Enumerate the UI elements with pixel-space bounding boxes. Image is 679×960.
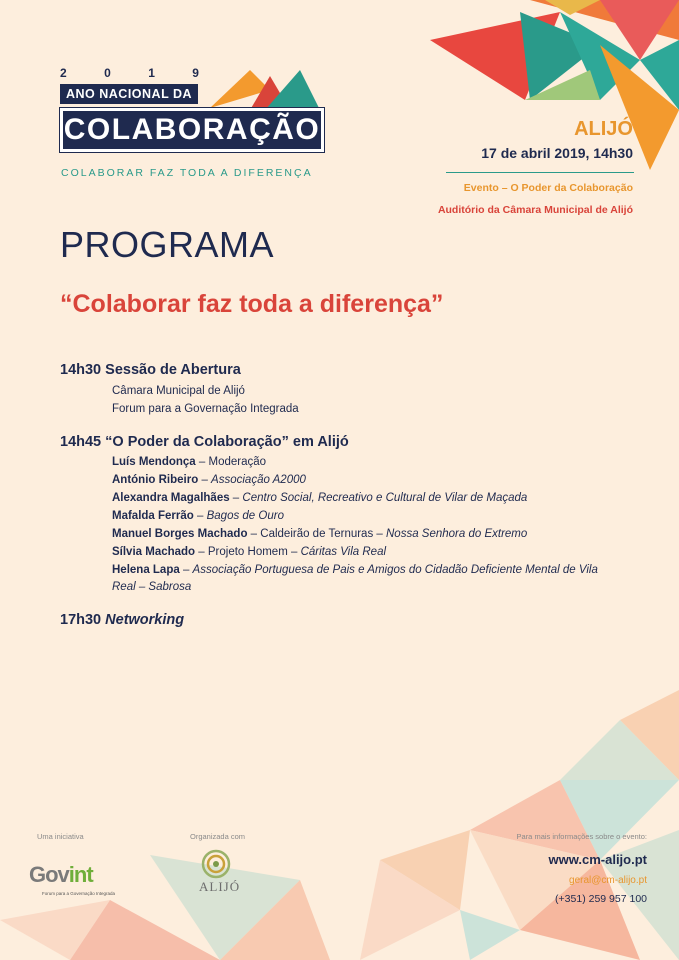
program-quote: “Colaborar faz toda a diferença” <box>60 290 444 318</box>
speaker-role: Moderação <box>208 456 267 468</box>
speaker-name: Helena Lapa <box>112 564 180 576</box>
info-label: Para mais informações sobre o evento: <box>516 832 647 841</box>
speaker-item <box>112 456 266 468</box>
speaker-org: Centro Social, Recreativo e Cultural de Vilar de Maçada <box>242 492 528 504</box>
speaker-item <box>112 492 527 504</box>
event-title: Evento – O Poder da Colaboração <box>463 182 633 194</box>
speaker-separator: – <box>195 456 209 468</box>
speaker-separator: – <box>193 510 207 522</box>
speaker-separator: – <box>247 528 261 540</box>
alijo-emblem-icon <box>198 848 234 880</box>
divider <box>446 172 634 173</box>
speaker-item <box>112 474 306 486</box>
website-link[interactable]: www.cm-alijo.pt <box>548 852 647 867</box>
logo-year-digit: 9 <box>192 66 200 80</box>
speaker-item <box>112 510 284 522</box>
speaker-name: António Ribeiro <box>112 474 199 486</box>
speaker-org: Bagos de Ouro <box>206 510 284 522</box>
govint-logo-part: int <box>68 862 93 887</box>
speaker-separator: – <box>229 492 243 504</box>
speaker-role: Projeto Homem – <box>207 546 301 558</box>
logo-year-digit: 2 <box>60 66 68 80</box>
speaker-item <box>112 546 386 558</box>
logo-line2: COLABORAÇÃO <box>60 108 324 152</box>
speaker-name: Manuel Borges Machado <box>112 528 248 540</box>
list-item: Forum para a Governação Integrada <box>112 403 299 415</box>
speaker-role: Caldeirão de Ternuras – <box>260 528 386 540</box>
email-link[interactable]: geral@cm-alijo.pt <box>569 875 647 886</box>
speaker-separator: – <box>179 564 193 576</box>
session-panel-title: 14h45 “O Poder da Colaboração” em Alijó <box>60 434 349 450</box>
logo-year-digit: 1 <box>148 66 156 80</box>
phone-number: (+351) 259 957 100 <box>555 893 647 905</box>
session-networking-title <box>60 612 184 628</box>
session-opening-title: 14h30 Sessão de Abertura <box>60 362 241 378</box>
program-heading: PROGRAMA <box>60 224 275 265</box>
govint-logo <box>29 862 93 888</box>
speaker-item <box>112 564 598 576</box>
govint-logo-part: Gov <box>29 862 69 887</box>
logo-year <box>60 66 200 80</box>
speaker-org: Associação A2000 <box>211 474 306 486</box>
initiative-label: Uma iniciativa <box>37 832 84 841</box>
event-venue: Auditório da Câmara Municipal de Alijó <box>437 204 633 216</box>
speaker-item <box>112 528 527 540</box>
logo-tagline: COLABORAR FAZ TODA A DIFERENÇA <box>61 167 313 179</box>
speaker-name: Luís Mendonça <box>112 456 196 468</box>
speaker-item-continued <box>112 581 191 593</box>
event-city: ALIJÓ <box>574 118 633 140</box>
govint-subtitle: Forum para a Governação Integrada <box>42 891 116 896</box>
session-name: Networking <box>105 612 185 628</box>
speaker-name: Mafalda Ferrão <box>112 510 194 522</box>
speaker-separator: – <box>198 474 212 486</box>
speaker-name: Alexandra Magalhães <box>112 492 230 504</box>
logo-triangles-icon <box>210 70 325 110</box>
speaker-name: Sílvia Machado <box>112 546 196 558</box>
session-time: 17h30 <box>60 612 102 628</box>
logo-line1: ANO NACIONAL DA <box>60 84 198 104</box>
alijo-logo-text: ALIJÓ <box>199 879 241 894</box>
speaker-org: Real – Sabrosa <box>112 581 192 593</box>
list-item: Câmara Municipal de Alijó <box>112 385 245 397</box>
speaker-separator: – <box>195 546 208 558</box>
logo-year-digit: 0 <box>104 66 112 80</box>
speaker-org: Nossa Senhora do Extremo <box>386 528 528 540</box>
speaker-org: Associação Portuguesa de Pais e Amigos do Cidadão Deficiente Mental de Vila <box>192 564 598 576</box>
speaker-org: Cáritas Vila Real <box>300 546 387 558</box>
organized-label: Organizada com <box>190 832 246 841</box>
event-date: 17 de abril 2019, 14h30 <box>481 145 633 161</box>
